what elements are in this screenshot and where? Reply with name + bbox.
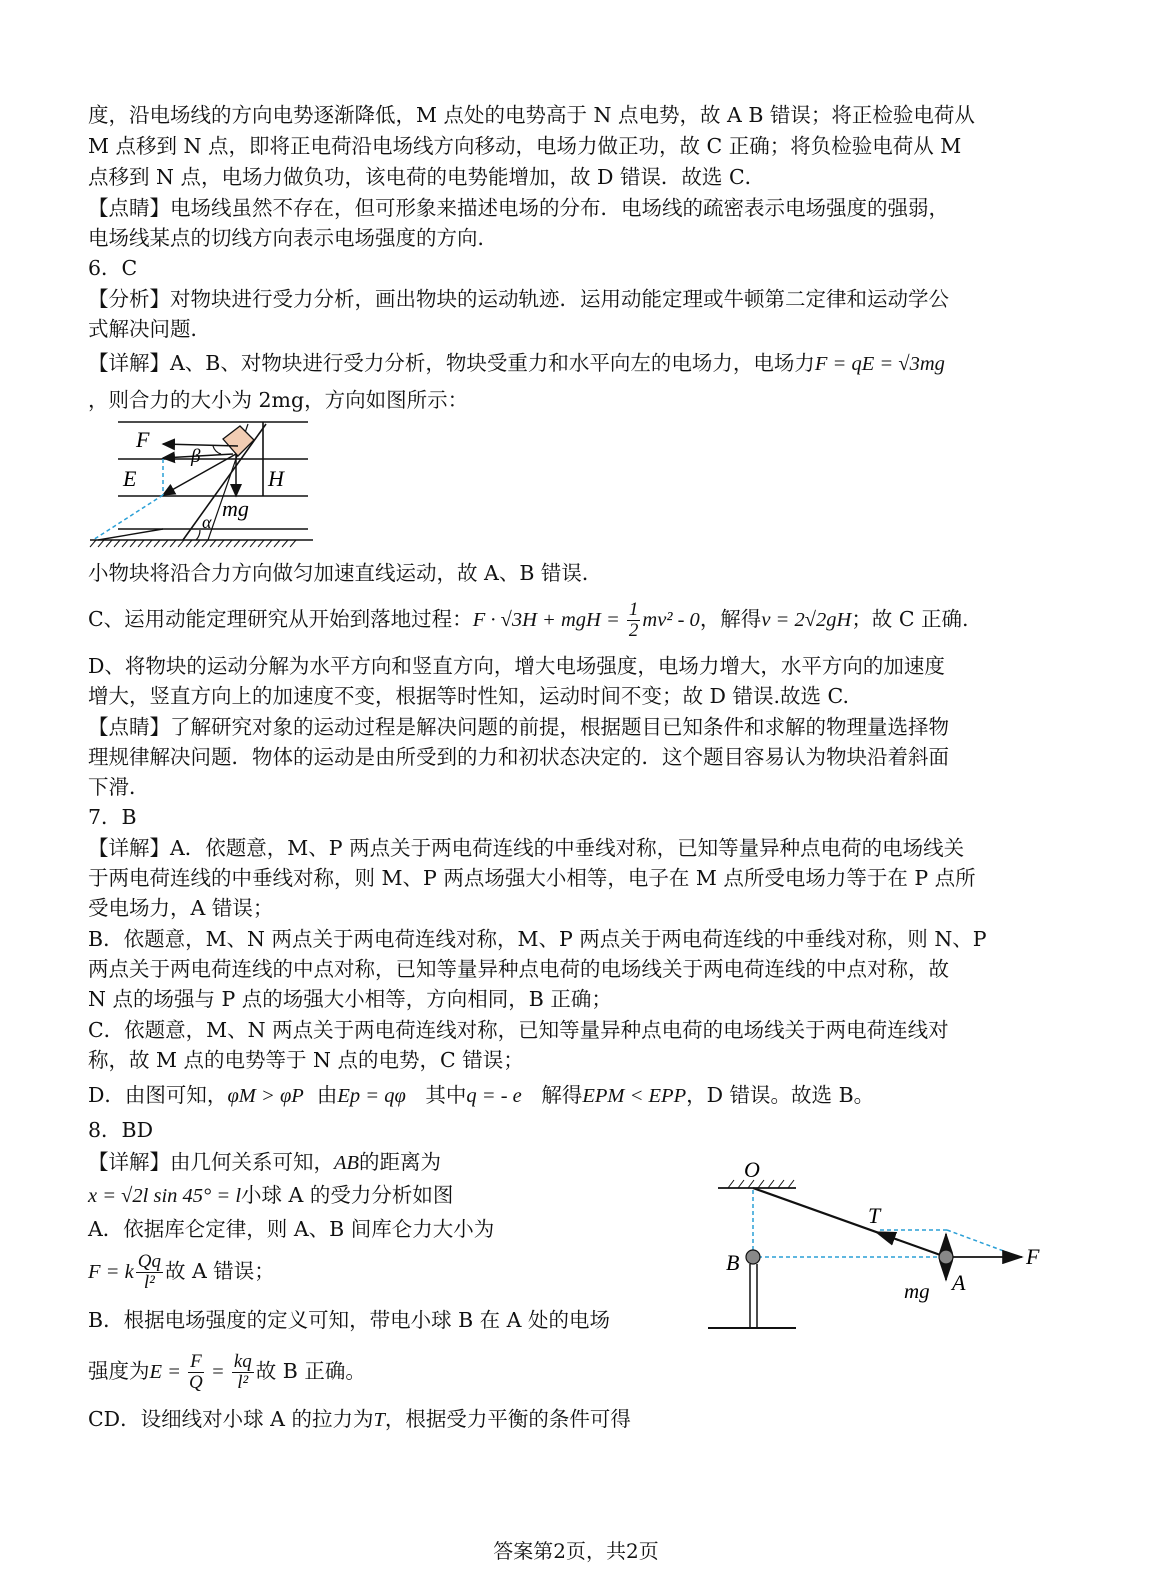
numerator: Qq	[137, 1251, 161, 1272]
incline-force-diagram	[88, 414, 320, 554]
label-F: F	[1026, 1244, 1040, 1269]
text-line	[88, 1080, 874, 1111]
formula: q = - e	[466, 1085, 522, 1107]
formula: mv² - 0	[642, 609, 700, 631]
formula: =	[205, 1361, 230, 1383]
text-line: 于两电荷连线的中垂线对称，则 M、P 两点场强大小相等，电子在 M 点所受电场力等于在 P 点所	[88, 866, 976, 890]
text-span: 解得	[541, 1083, 583, 1107]
label-T: T	[868, 1203, 881, 1228]
page-footer: 答案第2页，共2页	[493, 1539, 659, 1563]
text-span: ；故 C 正确.	[851, 607, 969, 631]
suspended-ball-diagram	[700, 1150, 1060, 1335]
text-span: ，D 错误。故选 B。	[686, 1083, 875, 1107]
label-alpha: α	[202, 512, 212, 532]
label-H: H	[268, 466, 284, 491]
text-span: 由	[316, 1083, 338, 1107]
question-number: 8．BD	[88, 1118, 154, 1142]
denominator: l²	[143, 1272, 155, 1293]
text-line: N 点的场强与 P 点的场强大小相等，方向相同，B 正确；	[88, 987, 612, 1011]
denominator: 2	[628, 620, 639, 641]
text-span: 的距离为	[359, 1150, 442, 1174]
text-span: 小球 A 的受力分析如图	[241, 1183, 454, 1207]
formula: Ep = qφ	[337, 1085, 406, 1107]
formula: AB	[334, 1152, 360, 1174]
label-mg: mg	[904, 1279, 930, 1303]
formula: F = qE = √3mg	[814, 353, 945, 375]
text-span: ，根据受力平衡的条件可得	[384, 1407, 631, 1431]
text-line: 增大，竖直方向上的加速度不变，根据等时性知，运动时间不变；故 D 错误.故选 C.	[88, 684, 849, 708]
numerator: 1	[628, 599, 639, 620]
text-line: 下滑．	[88, 775, 150, 799]
text-span: 故 B 正确。	[255, 1359, 366, 1383]
question-number: 7．B	[88, 805, 137, 829]
text-line: 称，故 M 点的电势等于 N 点的电势，C 错误；	[88, 1048, 524, 1072]
denominator: l²	[237, 1372, 249, 1393]
question-number: 6．C	[88, 256, 138, 280]
label-E: E	[123, 466, 137, 491]
text-line: 【分析】对物块进行受力分析，画出物块的运动轨迹．运用动能定理或牛顿第二定律和运动学公	[88, 287, 949, 311]
text-line: 度，沿电场线的方向电势逐渐降低，M 点处的电势高于 N 点电势，故 A B 错误；将正检验电荷从	[88, 103, 975, 127]
text-line: 理规律解决问题．物体的运动是由所受到的力和初状态决定的．这个题目容易认为物块沿着斜面	[88, 745, 949, 769]
text-line: 【点睛】电场线虽然不存在，但可形象来描述电场的分布．电场线的疏密表示电场强度的强弱，	[88, 196, 949, 220]
text-line	[88, 1180, 453, 1211]
formula: E =	[149, 1361, 187, 1383]
formula: v = 2√2gH	[761, 609, 852, 631]
text-span: 【详解】A、B、对物块进行受力分析，物块受重力和水平向左的电场力，电场力	[88, 351, 815, 375]
label-O: O	[744, 1157, 760, 1182]
text-line	[88, 1252, 275, 1293]
text-line: 【点睛】了解研究对象的运动过程是解决问题的前提，根据题目已知条件和求解的物理量选择物	[88, 715, 949, 739]
text-span: 故 A 错误；	[164, 1259, 275, 1283]
text-span: 强度为	[88, 1359, 150, 1383]
label-beta: β	[191, 446, 201, 467]
fraction	[627, 600, 641, 641]
text-line	[88, 348, 945, 379]
formula: x = √2l sin 45° = l	[88, 1185, 242, 1207]
text-line: 点移到 N 点，电场力做负功，该电荷的电势能增加，故 D 错误．故选 C．	[88, 165, 766, 189]
text-line: D、将物块的运动分解为水平方向和竖直方向，增大电场强度，电场力增大，水平方向的加速度	[88, 654, 945, 678]
text-line	[88, 600, 969, 641]
text-line: B．根据电场强度的定义可知，带电小球 B 在 A 处的电场	[88, 1308, 610, 1332]
text-line: A．依据库仑定律，则 A、B 间库仑力大小为	[88, 1217, 495, 1241]
fraction	[232, 1352, 254, 1393]
text-span: CD．设细线对小球 A 的拉力为	[88, 1407, 374, 1431]
text-line: C．依题意，M、N 两点关于两电荷连线对称，已知等量异种点电荷的电场线关于两电荷连线对	[88, 1018, 949, 1042]
label-mg: mg	[222, 496, 249, 521]
text-span: C、运用动能定理研究从开始到落地过程：	[88, 607, 473, 631]
formula: EPM < EPP	[582, 1085, 687, 1107]
text-line: B．依题意，M、N 两点关于两电荷连线对称，M、P 两点关于两电荷连线的中垂线对称，则 N、P	[88, 927, 987, 951]
formula: T	[373, 1409, 385, 1431]
numerator: kq	[233, 1351, 252, 1372]
label-A: A	[952, 1270, 966, 1295]
fraction	[136, 1252, 163, 1293]
text-span: D．由图可知，	[88, 1083, 228, 1107]
text-line	[88, 1352, 366, 1393]
text-line: 式解决问题．	[88, 317, 211, 341]
fraction	[188, 1352, 204, 1393]
formula: F = k	[88, 1261, 134, 1283]
formula: F · √3H + mgH =	[472, 609, 625, 631]
denominator: Q	[189, 1372, 203, 1393]
text-line	[88, 1147, 441, 1178]
text-line: 受电场力，A 错误；	[88, 896, 274, 920]
text-line: 两点关于两电荷连线的中点对称，已知等量异种点电荷的电场线关于两电荷连线的中点对称，故	[88, 957, 949, 981]
text-span: 【详解】由几何关系可知，	[88, 1150, 334, 1174]
text-line: M 点移到 N 点，即将正电荷沿电场线方向移动，电场力做正功，故 C 正确；将负检验电荷从 M	[88, 134, 962, 158]
text-span: 其中	[425, 1083, 467, 1107]
label-F: F	[136, 427, 150, 452]
text-span: ，解得	[699, 607, 762, 631]
text-line: 小物块将沿合力方向做匀加速直线运动，故 A、B 错误．	[88, 561, 603, 585]
text-line	[88, 1404, 631, 1435]
label-B: B	[726, 1250, 740, 1275]
text-line: ，则合力的大小为 2mg，方向如图所示：	[88, 388, 469, 412]
numerator: F	[190, 1351, 202, 1372]
text-line: 电场线某点的切线方向表示电场强度的方向．	[88, 226, 498, 250]
text-line: 【详解】A．依题意，M、P 两点关于两电荷连线的中垂线对称，已知等量异种点电荷的电场线关	[88, 836, 965, 860]
formula: φM > φP	[227, 1085, 304, 1107]
